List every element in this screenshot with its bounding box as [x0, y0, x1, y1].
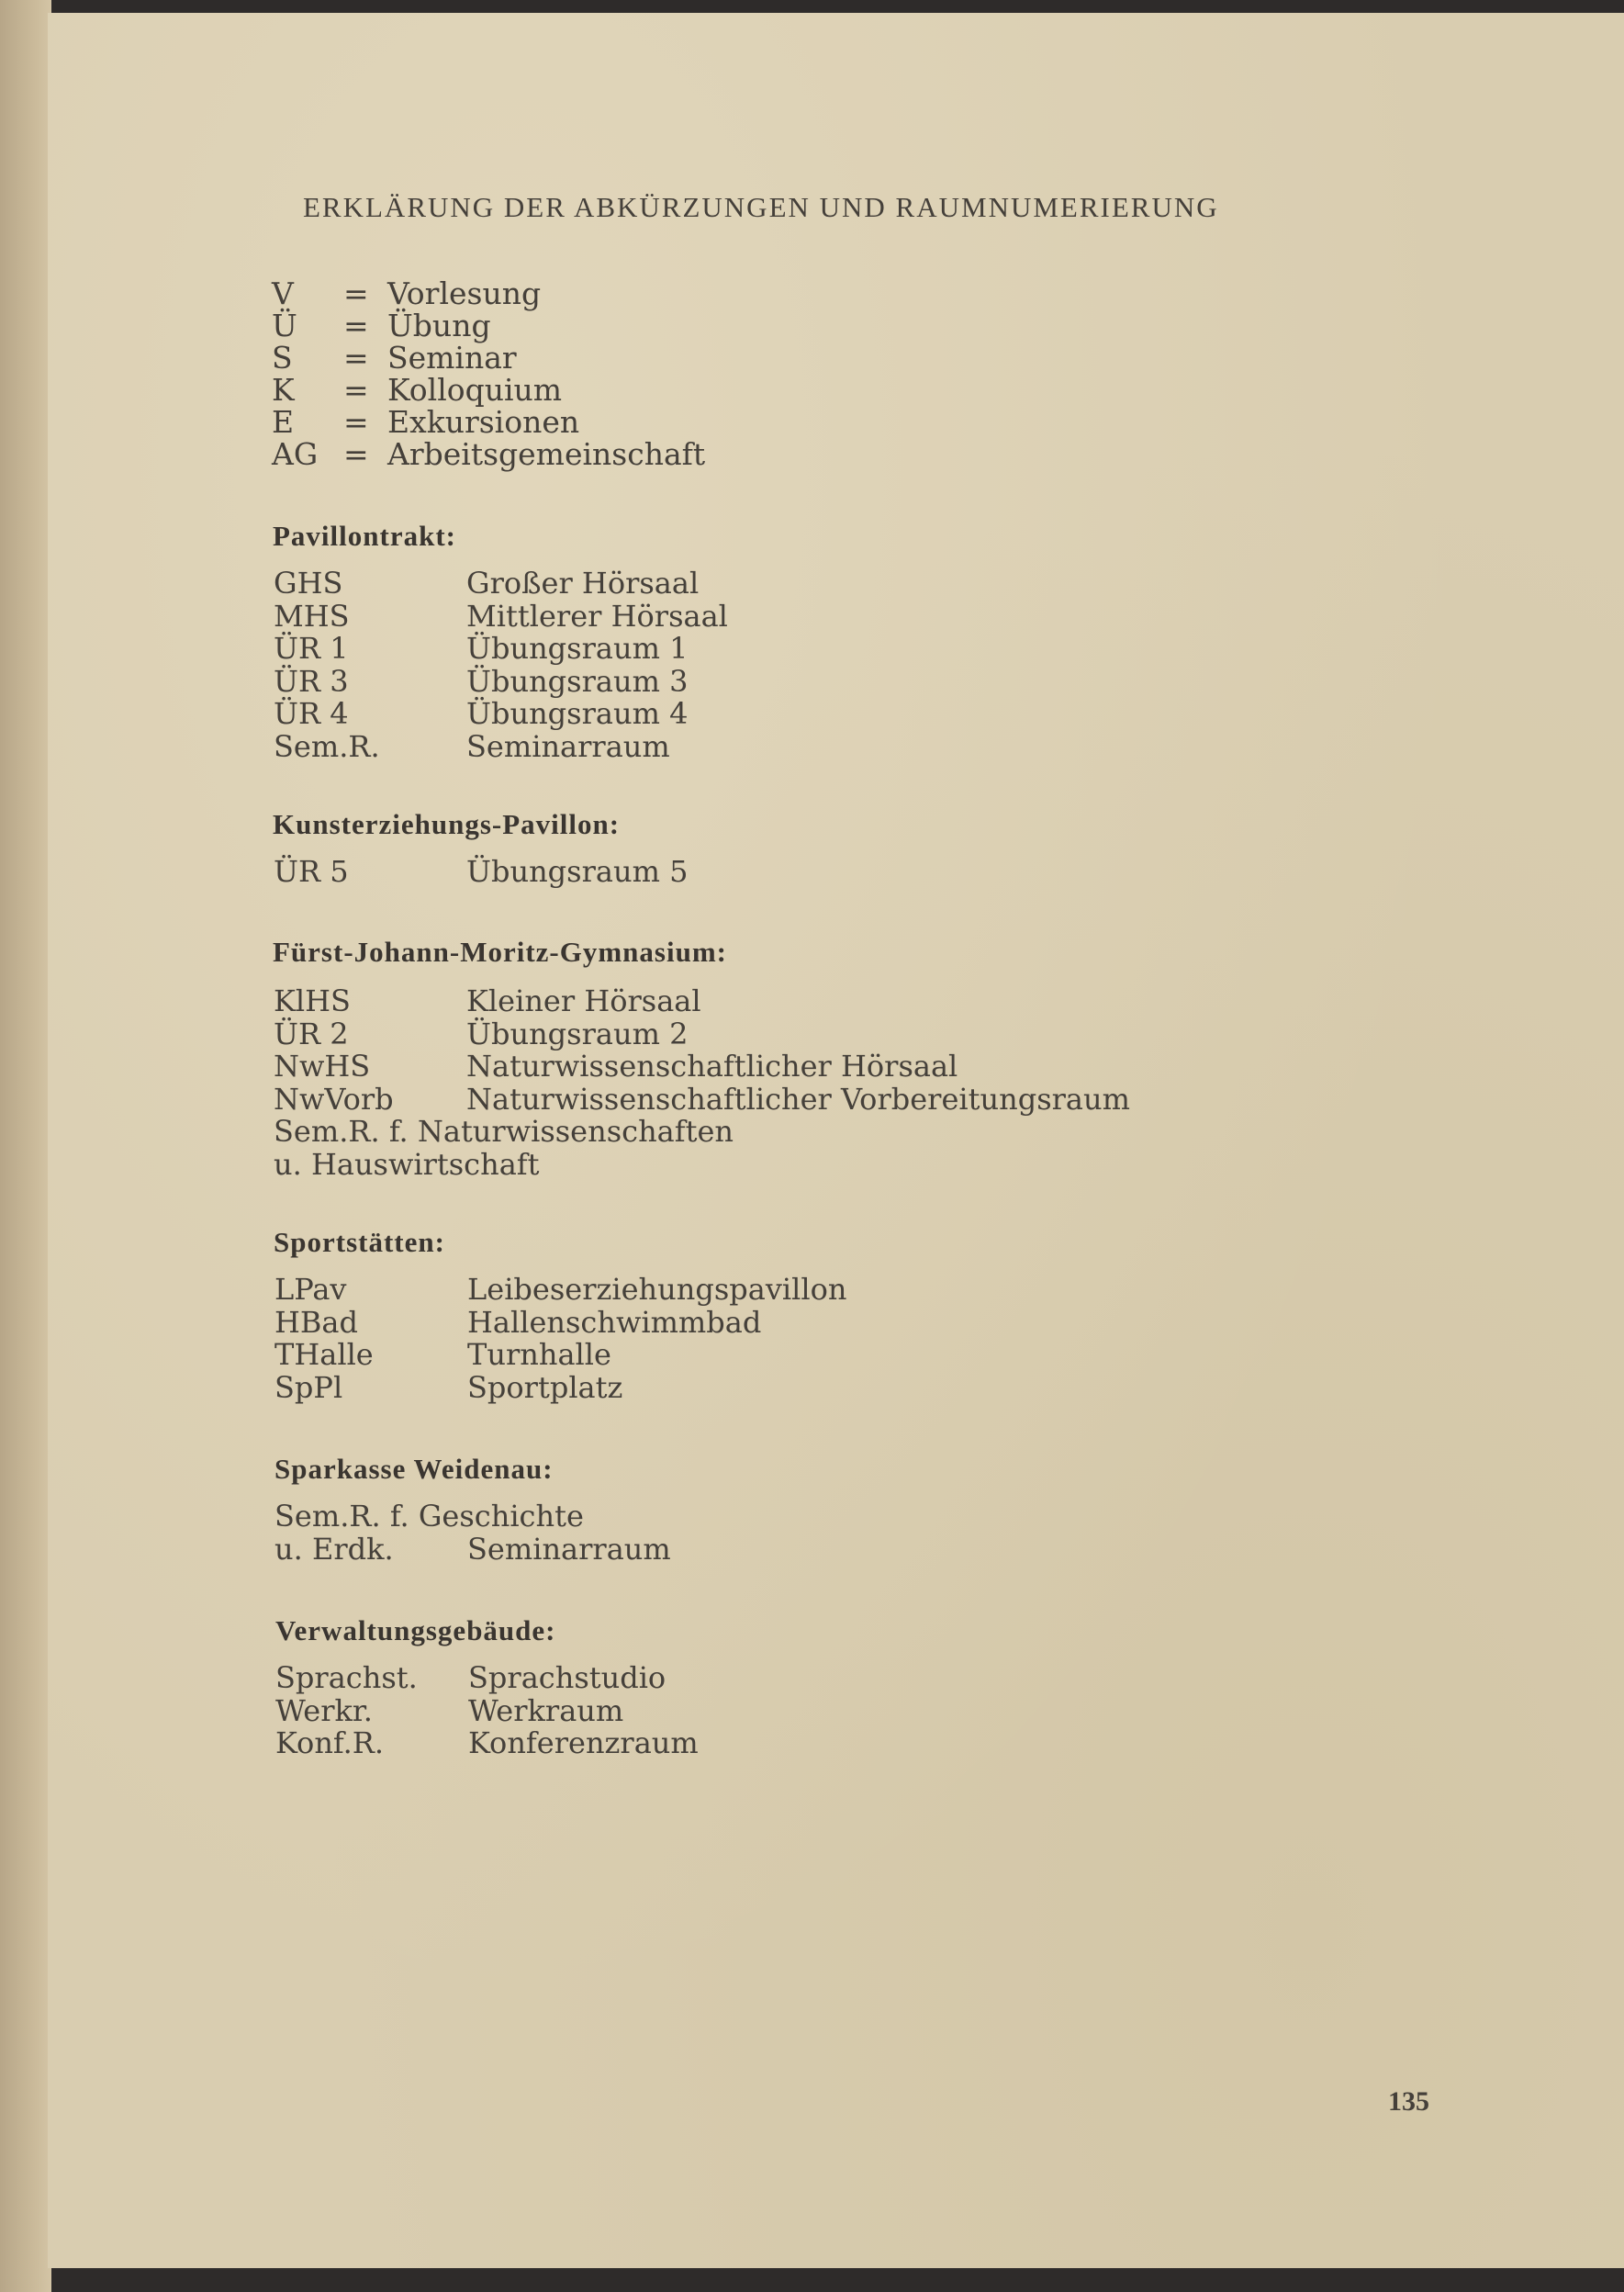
- room-name: Übungsraum 5: [466, 854, 689, 889]
- section-heading-sportstaetten: Sportstätten:: [274, 1226, 445, 1258]
- room-code: u. Erdk.: [274, 1531, 394, 1567]
- book-gutter: [0, 0, 51, 2292]
- room-name: Kleiner Hörsaal: [466, 983, 701, 1018]
- room-name: Sportplatz: [467, 1369, 623, 1405]
- equals-sign: =: [343, 275, 369, 311]
- equals-sign: =: [343, 436, 369, 472]
- room-name: Leibeserziehungspavillon: [467, 1272, 847, 1307]
- section-heading-gymnasium: Fürst-Johann-Moritz-Gymnasium:: [273, 936, 727, 968]
- lead-line: Sem.R. f. Geschichte: [274, 1499, 584, 1534]
- room-name: Großer Hörsaal: [466, 566, 700, 601]
- abbr-meaning: Exkursionen: [387, 404, 580, 440]
- abbr-code: S: [272, 340, 293, 376]
- room-code: ÜR 3: [274, 663, 349, 699]
- room-code: THalle: [274, 1337, 374, 1372]
- room-code: Werkr.: [275, 1692, 373, 1728]
- room-code: LPav: [274, 1272, 347, 1307]
- room-code: Sem.R.: [274, 728, 380, 764]
- room-name: Sprachstudio: [468, 1660, 666, 1695]
- room-name: Konferenzraum: [468, 1725, 699, 1760]
- abbr-code: AG: [272, 436, 319, 472]
- equals-sign: =: [343, 308, 369, 343]
- abbr-code: Ü: [272, 308, 297, 343]
- abbr-meaning: Seminar: [387, 340, 517, 376]
- section-heading-verwaltungsgebaeude: Verwaltungsgebäude:: [275, 1614, 556, 1646]
- equals-sign: =: [343, 340, 369, 376]
- abbr-meaning: Übung: [387, 308, 491, 343]
- abbr-code: V: [272, 275, 294, 311]
- room-code: GHS: [274, 566, 343, 601]
- room-code: ÜR 1: [274, 631, 349, 666]
- room-name: Übungsraum 1: [466, 631, 689, 666]
- extra-line: u. Hauswirtschaft: [274, 1146, 540, 1182]
- room-name: Werkraum: [468, 1692, 624, 1728]
- extra-line: Sem.R. f. Naturwissenschaften: [274, 1114, 734, 1149]
- abbr-code: K: [272, 372, 295, 408]
- room-name: Naturwissenschaftlicher Vorbereitungsraum: [466, 1081, 1130, 1117]
- room-code: KlHS: [274, 983, 351, 1018]
- abbr-meaning: Kolloquium: [387, 372, 563, 408]
- room-code: ÜR 2: [274, 1016, 349, 1051]
- room-code: Konf.R.: [275, 1725, 385, 1760]
- room-name: Übungsraum 3: [466, 663, 689, 699]
- room-name: Mittlerer Hörsaal: [466, 598, 728, 634]
- room-name: Übungsraum 4: [466, 696, 689, 731]
- room-code: Sprachst.: [275, 1660, 418, 1695]
- page-title: ERKLÄRUNG DER ABKÜRZUNGEN UND RAUMNUMERIERUNG: [303, 191, 1219, 223]
- section-heading-kunsterziehungs-pavillon: Kunsterziehungs-Pavillon:: [273, 808, 621, 840]
- room-name: Naturwissenschaftlicher Hörsaal: [466, 1049, 958, 1084]
- room-name: Seminarraum: [466, 728, 670, 764]
- page-number: 135: [1388, 2086, 1429, 2117]
- abbr-meaning: Arbeitsgemeinschaft: [387, 436, 706, 472]
- equals-sign: =: [343, 404, 369, 440]
- abbr-code: E: [272, 404, 295, 440]
- room-name: Hallenschwimmbad: [467, 1304, 762, 1340]
- room-code: NwHS: [274, 1049, 371, 1084]
- abbr-meaning: Vorlesung: [387, 275, 542, 311]
- room-name: Seminarraum: [467, 1531, 671, 1567]
- room-code: SpPl: [274, 1369, 343, 1405]
- room-code: ÜR 4: [274, 696, 349, 731]
- room-code: MHS: [274, 598, 350, 634]
- section-heading-pavillontrakt: Pavillontrakt:: [273, 520, 456, 552]
- equals-sign: =: [343, 372, 369, 408]
- room-name: Turnhalle: [467, 1337, 611, 1372]
- room-code: ÜR 5: [274, 854, 349, 889]
- room-code: NwVorb: [274, 1081, 394, 1117]
- room-code: HBad: [274, 1304, 358, 1340]
- room-name: Übungsraum 2: [466, 1016, 689, 1051]
- section-heading-sparkasse: Sparkasse Weidenau:: [274, 1453, 554, 1485]
